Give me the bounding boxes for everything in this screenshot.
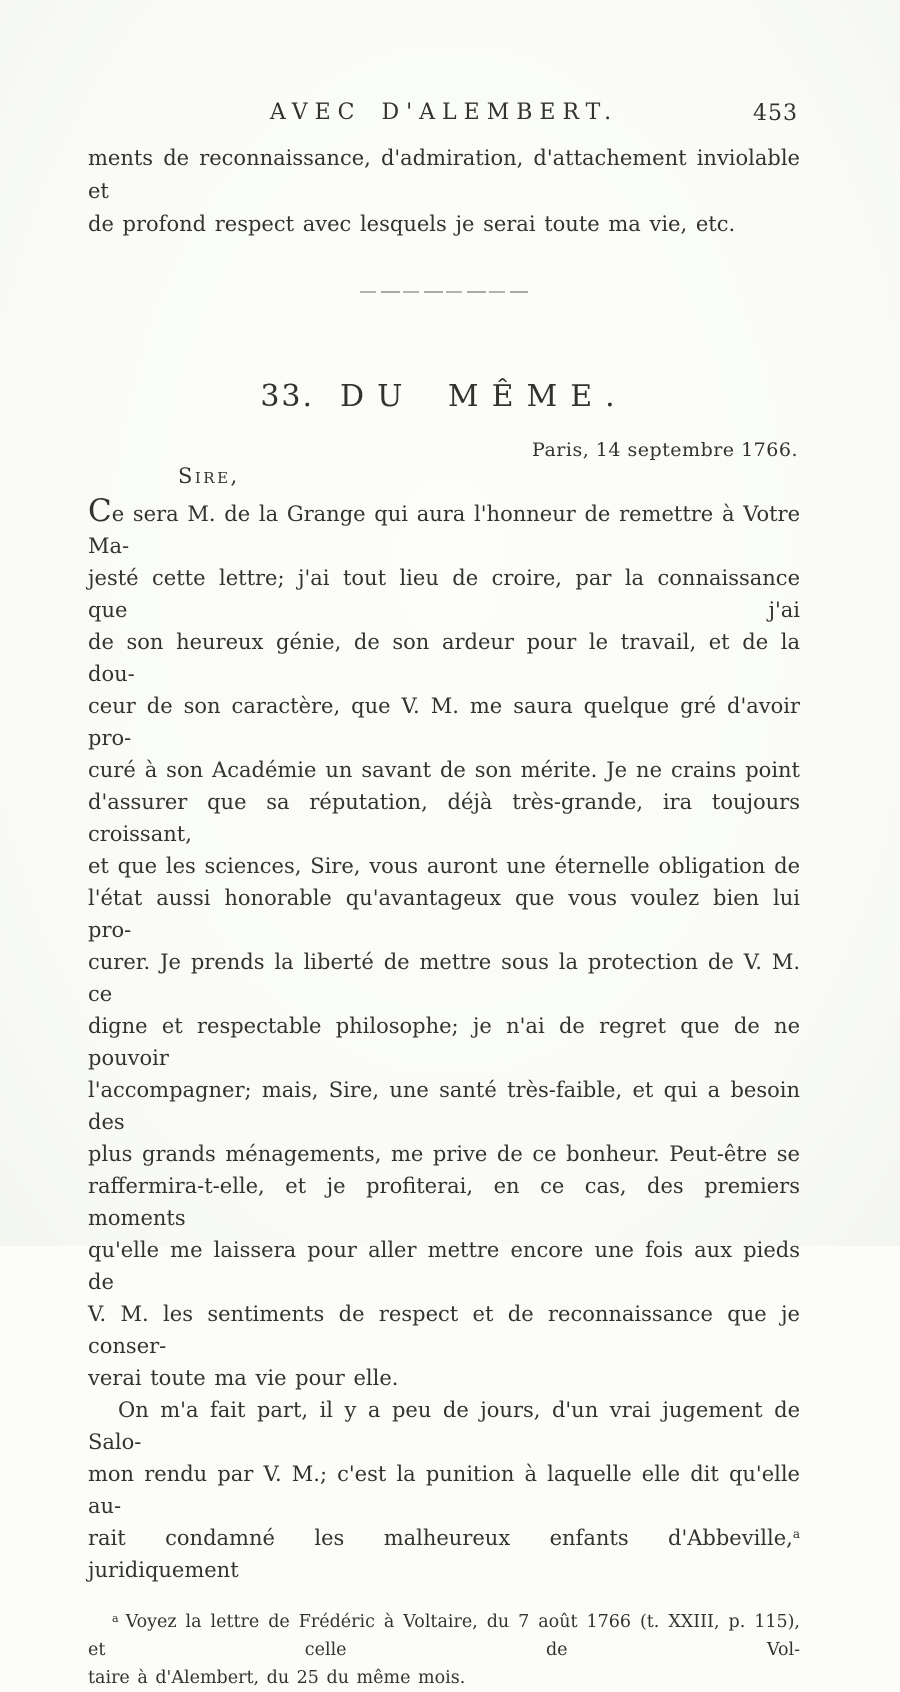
letter-ending-line: ments de reconnaissance, d'admiration, d'attachement inviolable et — [88, 146, 800, 203]
body-line-text: juridiquement — [88, 1557, 239, 1582]
body-line — [88, 1522, 800, 1586]
footnote-marker: a — [112, 1611, 119, 1625]
footnote-reference: a — [792, 1526, 800, 1541]
body-line: ceur de son caractère, que V. M. me saura quelque gré d'avoir pro- — [88, 693, 800, 750]
body-line: digne et respectable philosophe; je n'ai de regret que de ne pouvoir — [88, 1013, 800, 1070]
body-line: V. M. les sentiments de respect et de reconnaissance que je conser- — [88, 1301, 800, 1358]
letter-ending-line: de profond respect avec lesquels je serai toute ma vie, etc. — [88, 212, 736, 236]
body-line: raffermira-t-elle, et je profiterai, en ce cas, des premiers moments — [88, 1173, 800, 1230]
page-number: 453 — [753, 101, 798, 126]
footnote — [88, 1608, 800, 1692]
text-block — [88, 0, 800, 1692]
previous-letter-ending — [88, 142, 800, 241]
section-heading — [88, 379, 800, 414]
body-line: plus grands ménagements, me prive de ce bonheur. Peut-être se — [88, 1141, 800, 1166]
body-line: d'assurer que sa réputation, déjà très-grande, ira toujours croissant, — [88, 789, 800, 846]
body-line: l'état aussi honorable qu'avantageux que vous voulez bien lui pro- — [88, 885, 800, 942]
section-title: DU MÊME. — [340, 379, 628, 414]
body-line: de son heureux génie, de son ardeur pour le travail, et de la dou- — [88, 629, 800, 686]
footnote-line: taire à d'Alembert, du 25 du même mois. — [88, 1667, 466, 1688]
body-line: Ce sera M. de la Grange qui aura l'honneur de remettre à Votre Ma- — [88, 492, 800, 558]
body-line: curer. Je prends la liberté de mettre sous la protection de V. M. ce — [88, 949, 800, 1006]
body-line: mon rendu par V. M.; c'est la punition à laquelle elle dit qu'elle au- — [88, 1461, 800, 1518]
section-divider — [360, 291, 528, 293]
running-header — [88, 100, 800, 130]
body-line: qu'elle me laissera pour aller mettre encore une fois aux pieds de — [88, 1237, 800, 1294]
running-title: AVEC D'ALEMBERT. — [269, 100, 619, 125]
letter-body — [88, 492, 800, 1586]
footnote-text: Voyez la lettre de Frédéric à Voltaire, du 7 août 1766 (t. XXIII, p. 115), et celle de Vol- — [88, 1611, 800, 1660]
body-line: et que les sciences, Sire, vous auront une éternelle obligation de — [88, 853, 800, 878]
section-number: 33. — [260, 379, 315, 414]
salutation: Sire, — [178, 463, 240, 488]
body-line: jesté cette lettre; j'ai tout lieu de croire, par la connaissance que j'ai — [88, 565, 800, 622]
body-line: On m'a fait part, il y a peu de jours, d'un vrai jugement de Salo- — [88, 1397, 800, 1454]
body-line: curé à son Académie un savant de son mérite. Je ne crains point — [88, 757, 800, 782]
dateline: Paris, 14 septembre 1766. — [532, 438, 798, 461]
body-line-text: rait condamné les malheureux enfants d'Abbeville, — [88, 1525, 793, 1550]
body-line: l'accompagner; mais, Sire, une santé très-faible, et qui a besoin des — [88, 1077, 800, 1134]
body-line: verai toute ma vie pour elle. — [88, 1365, 399, 1390]
footnote-line — [88, 1608, 800, 1664]
